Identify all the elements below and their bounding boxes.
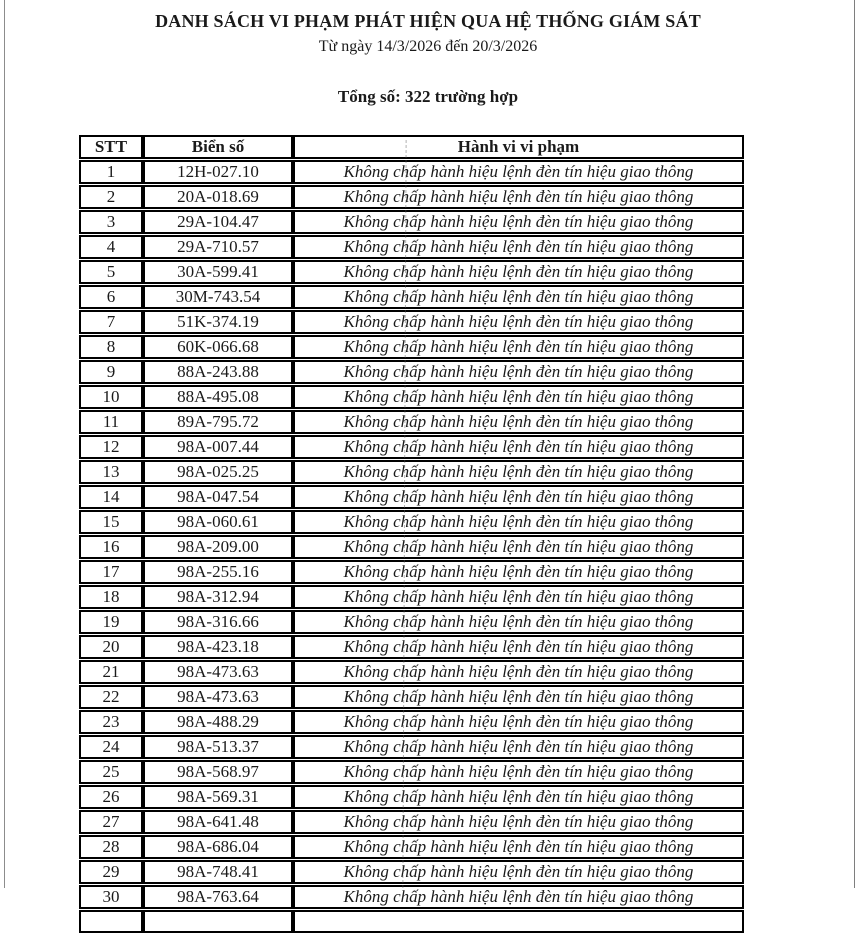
violations-table-body bbox=[79, 160, 744, 933]
plate-cell: 88A-495.08 bbox=[143, 385, 293, 409]
plate-cell: 12H-027.10 bbox=[143, 160, 293, 184]
plate-cell: 98A-312.94 bbox=[143, 585, 293, 609]
violation-cell: Không chấp hành hiệu lệnh đèn tín hiệu giao thông bbox=[293, 660, 744, 684]
violation-cell: Không chấp hành hiệu lệnh đèn tín hiệu giao thông bbox=[293, 885, 744, 909]
plate-cell: 20A-018.69 bbox=[143, 185, 293, 209]
plate-cell: 98A-255.16 bbox=[143, 560, 293, 584]
violation-cell: Không chấp hành hiệu lệnh đèn tín hiệu giao thông bbox=[293, 835, 744, 859]
table-row bbox=[79, 685, 744, 709]
violation-cell: Không chấp hành hiệu lệnh đèn tín hiệu giao thông bbox=[293, 735, 744, 759]
violation-cell: Không chấp hành hiệu lệnh đèn tín hiệu giao thông bbox=[293, 635, 744, 659]
violation-cell: Không chấp hành hiệu lệnh đèn tín hiệu giao thông bbox=[293, 160, 744, 184]
row-index-cell: 22 bbox=[79, 685, 143, 709]
row-index-cell: 21 bbox=[79, 660, 143, 684]
table-row bbox=[79, 710, 744, 734]
violation-cell: Không chấp hành hiệu lệnh đèn tín hiệu giao thông bbox=[293, 460, 744, 484]
plate-cell: 98A-513.37 bbox=[143, 735, 293, 759]
violation-cell: Không chấp hành hiệu lệnh đèn tín hiệu giao thông bbox=[293, 785, 744, 809]
row-index-cell: 25 bbox=[79, 760, 143, 784]
row-index-cell: 5 bbox=[79, 260, 143, 284]
table-row bbox=[79, 785, 744, 809]
row-index-cell: 27 bbox=[79, 810, 143, 834]
plate-cell: 98A-488.29 bbox=[143, 710, 293, 734]
row-index-cell: 9 bbox=[79, 360, 143, 384]
row-index-cell: 3 bbox=[79, 210, 143, 234]
table-row bbox=[79, 260, 744, 284]
violation-cell: Không chấp hành hiệu lệnh đèn tín hiệu giao thông bbox=[293, 185, 744, 209]
plate-cell: 29A-104.47 bbox=[143, 210, 293, 234]
plate-cell: 30M-743.54 bbox=[143, 285, 293, 309]
row-index-cell: 17 bbox=[79, 560, 143, 584]
table-header-row bbox=[79, 135, 744, 159]
table-row bbox=[79, 210, 744, 234]
table-row bbox=[79, 760, 744, 784]
row-index-cell: 7 bbox=[79, 310, 143, 334]
violation-cell: Không chấp hành hiệu lệnh đèn tín hiệu giao thông bbox=[293, 860, 744, 884]
violation-cell: Không chấp hành hiệu lệnh đèn tín hiệu giao thông bbox=[293, 435, 744, 459]
row-index-cell: 14 bbox=[79, 485, 143, 509]
page-left-edge bbox=[4, 0, 5, 888]
row-index-cell: 20 bbox=[79, 635, 143, 659]
violation-cell: Không chấp hành hiệu lệnh đèn tín hiệu giao thông bbox=[293, 210, 744, 234]
violation-cell: Không chấp hành hiệu lệnh đèn tín hiệu giao thông bbox=[293, 335, 744, 359]
violations-table bbox=[79, 134, 744, 934]
row-index-cell: 6 bbox=[79, 285, 143, 309]
row-index-cell: 28 bbox=[79, 835, 143, 859]
violation-cell: Không chấp hành hiệu lệnh đèn tín hiệu giao thông bbox=[293, 410, 744, 434]
violation-cell: Không chấp hành hiệu lệnh đèn tín hiệu giao thông bbox=[293, 760, 744, 784]
plate-cell: 98A-568.97 bbox=[143, 760, 293, 784]
violation-cell bbox=[293, 910, 744, 933]
table-row-partial bbox=[79, 910, 744, 933]
row-index-cell: 11 bbox=[79, 410, 143, 434]
plate-cell: 98A-047.54 bbox=[143, 485, 293, 509]
plate-cell: 98A-763.64 bbox=[143, 885, 293, 909]
violation-cell: Không chấp hành hiệu lệnh đèn tín hiệu giao thông bbox=[293, 260, 744, 284]
row-index-cell: 24 bbox=[79, 735, 143, 759]
table-row bbox=[79, 335, 744, 359]
violation-cell: Không chấp hành hiệu lệnh đèn tín hiệu giao thông bbox=[293, 560, 744, 584]
table-row bbox=[79, 860, 744, 884]
table-row bbox=[79, 735, 744, 759]
table-row bbox=[79, 510, 744, 534]
table-row bbox=[79, 610, 744, 634]
plate-cell: 98A-025.25 bbox=[143, 460, 293, 484]
table-row bbox=[79, 835, 744, 859]
row-index-cell: 13 bbox=[79, 460, 143, 484]
table-row bbox=[79, 235, 744, 259]
row-index-cell: 2 bbox=[79, 185, 143, 209]
plate-cell: 98A-209.00 bbox=[143, 535, 293, 559]
violation-cell: Không chấp hành hiệu lệnh đèn tín hiệu giao thông bbox=[293, 510, 744, 534]
row-index-cell: 10 bbox=[79, 385, 143, 409]
plate-cell: 98A-060.61 bbox=[143, 510, 293, 534]
violation-cell: Không chấp hành hiệu lệnh đèn tín hiệu giao thông bbox=[293, 610, 744, 634]
row-index-cell: 12 bbox=[79, 435, 143, 459]
row-index-cell: 19 bbox=[79, 610, 143, 634]
table-row bbox=[79, 385, 744, 409]
plate-cell: 88A-243.88 bbox=[143, 360, 293, 384]
plate-cell: 98A-007.44 bbox=[143, 435, 293, 459]
table-row bbox=[79, 160, 744, 184]
row-index-cell: 16 bbox=[79, 535, 143, 559]
row-index-cell: 26 bbox=[79, 785, 143, 809]
total-cases: Tổng số: 322 trường hợp bbox=[337, 87, 519, 106]
page-right-edge bbox=[854, 0, 855, 888]
violation-cell: Không chấp hành hiệu lệnh đèn tín hiệu giao thông bbox=[293, 485, 744, 509]
plate-cell: 98A-641.48 bbox=[143, 810, 293, 834]
plate-cell: 98A-473.63 bbox=[143, 685, 293, 709]
plate-cell: 29A-710.57 bbox=[143, 235, 293, 259]
violation-cell: Không chấp hành hiệu lệnh đèn tín hiệu giao thông bbox=[293, 385, 744, 409]
table-row bbox=[79, 410, 744, 434]
table-row bbox=[79, 635, 744, 659]
row-index-cell: 18 bbox=[79, 585, 143, 609]
table-row bbox=[79, 485, 744, 509]
plate-cell: 30A-599.41 bbox=[143, 260, 293, 284]
violation-cell: Không chấp hành hiệu lệnh đèn tín hiệu giao thông bbox=[293, 360, 744, 384]
table-row bbox=[79, 560, 744, 584]
violation-cell: Không chấp hành hiệu lệnh đèn tín hiệu giao thông bbox=[293, 235, 744, 259]
header-plate: Biển số bbox=[143, 135, 293, 159]
row-index-cell: 1 bbox=[79, 160, 143, 184]
date-range: Từ ngày 14/3/2026 đến 20/3/2026 bbox=[318, 38, 538, 55]
violation-cell: Không chấp hành hiệu lệnh đèn tín hiệu giao thông bbox=[293, 535, 744, 559]
table-row bbox=[79, 660, 744, 684]
plate-cell: 98A-316.66 bbox=[143, 610, 293, 634]
row-index-cell: 15 bbox=[79, 510, 143, 534]
row-index-cell: 4 bbox=[79, 235, 143, 259]
plate-cell: 51K-374.19 bbox=[143, 310, 293, 334]
plate-cell: 89A-795.72 bbox=[143, 410, 293, 434]
document-title: DANH SÁCH VI PHẠM PHÁT HIỆN QUA HỆ THỐNG GIÁM SÁT bbox=[155, 11, 701, 31]
row-index-cell: 23 bbox=[79, 710, 143, 734]
violation-cell: Không chấp hành hiệu lệnh đèn tín hiệu giao thông bbox=[293, 810, 744, 834]
table-row bbox=[79, 810, 744, 834]
violation-cell: Không chấp hành hiệu lệnh đèn tín hiệu giao thông bbox=[293, 285, 744, 309]
table-row bbox=[79, 460, 744, 484]
violation-cell: Không chấp hành hiệu lệnh đèn tín hiệu giao thông bbox=[293, 710, 744, 734]
plate-cell: 98A-423.18 bbox=[143, 635, 293, 659]
table-row bbox=[79, 185, 744, 209]
header-violation: Hành vi vi phạm bbox=[293, 135, 744, 159]
violation-cell: Không chấp hành hiệu lệnh đèn tín hiệu giao thông bbox=[293, 685, 744, 709]
row-index-cell: 30 bbox=[79, 885, 143, 909]
plate-cell: 60K-066.68 bbox=[143, 335, 293, 359]
plate-cell bbox=[143, 910, 293, 933]
plate-cell: 98A-569.31 bbox=[143, 785, 293, 809]
table-row bbox=[79, 310, 744, 334]
plate-cell: 98A-686.04 bbox=[143, 835, 293, 859]
row-index-cell: 29 bbox=[79, 860, 143, 884]
plate-cell: 98A-748.41 bbox=[143, 860, 293, 884]
header-stt: STT bbox=[79, 135, 143, 159]
table-row bbox=[79, 585, 744, 609]
plate-cell: 98A-473.63 bbox=[143, 660, 293, 684]
table-row bbox=[79, 885, 744, 909]
violation-cell: Không chấp hành hiệu lệnh đèn tín hiệu giao thông bbox=[293, 310, 744, 334]
table-row bbox=[79, 435, 744, 459]
table-row bbox=[79, 360, 744, 384]
violation-cell: Không chấp hành hiệu lệnh đèn tín hiệu giao thông bbox=[293, 585, 744, 609]
table-row bbox=[79, 285, 744, 309]
table-row bbox=[79, 535, 744, 559]
row-index-cell: 8 bbox=[79, 335, 143, 359]
row-index-cell bbox=[79, 910, 143, 933]
